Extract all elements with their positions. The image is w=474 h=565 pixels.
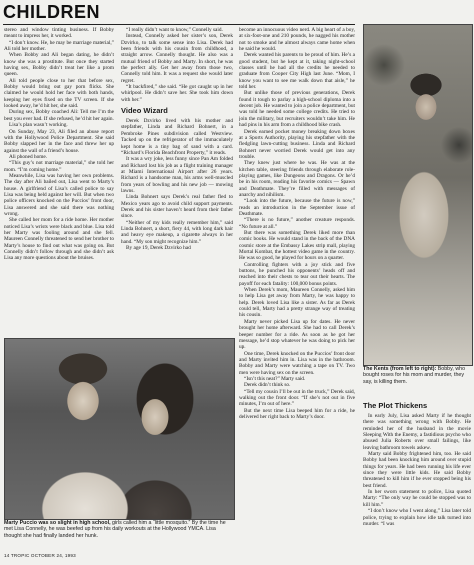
paragraph: On Sunday, May 23, Ali filed an abuse report with the Hollywood Police Department. She said Bobby slapped her in the face and threw her up against the wall of a friend’s house.	[4, 128, 114, 154]
paragraph: “This guy’s not marriage material,” she told her mom. “I’m coming home.”	[4, 160, 114, 173]
caption-lead: The Kents (from left to right):	[363, 366, 437, 372]
paragraph: Ali phoned home.	[9, 153, 48, 160]
subhead-video-wizard: Video Wizard	[121, 106, 168, 116]
caption-text: Bobby, who bought roses for his mom and murder, they say, is killing them.	[363, 366, 466, 385]
article-column-3	[239, 27, 355, 559]
paragraph: “I don’t know who I went along,” Lisa later told police, trying to explain how idle talk turned into murder. “I was	[363, 508, 471, 527]
paragraph: “I really didn’t want to know,” Connelly said.	[126, 27, 223, 33]
paragraph: When Derek’s mom, Maureen Connelly, asked him to help Lisa get away from Marty, he was happy to help. Derek loved Lisa like a sister. As far as Derek could tell, Marty had a pretty strange way of treating his cousin.	[239, 287, 355, 319]
paragraph: “I don’t know. He, he may be marriage material,” Ali told her mother.	[4, 39, 114, 53]
paragraph: Lisa’s plan wasn’t working.	[9, 122, 68, 129]
article-column-4	[363, 398, 471, 546]
paragraph: become an innocuous video nerd. A big heart of a boy, at six-foot-one and 210 pounds, he nagged his mother not to smoke and he almost always came home when he said he would.	[239, 27, 355, 53]
paragraph: When Bobby and Ali began dating, he didn’t know she was a prostitute. But once they started having sex, Bobby didn’t treat her like a prom queen.	[4, 52, 114, 78]
paragraph: During sex, Bobby coached Ali: Tell me I’m the best you ever had. If she refused, he’d hit her again.	[4, 109, 114, 122]
paragraph: “There is no future,” another creature responds. “No future at all.”	[239, 217, 355, 230]
paragraph: “Look into the future, because the future is now,” reads an introduction in the September issue of Deathmate.	[239, 198, 355, 217]
paragraph: “It backfired,” she said. “He got caught up in her whirlpool. He didn’t save her. She took him down with her.”	[121, 84, 233, 103]
article-column-1	[4, 27, 114, 337]
paragraph: But unlike those of previous generations, Derek found it tough to parlay a high-school diploma into a decent job. He wanted to join a police department, but was told he needed some college credits. He tried to join the military, but recruiters wouldn’t take him. He had pins in his arm from a childhood bike crash.	[239, 90, 355, 129]
paragraph: stereo and window tinting business. If Bobby meant to impress her, it worked.	[4, 27, 114, 40]
caption-lead: Marty Puccio was so slight in high school,	[4, 520, 111, 526]
paragraph: Derek Dzvirko lived with his mother and stepfather, Linda and Richard Bohnert, in a Pembroke Pines subdivision called Westview. Tacked up on the refrigerator of the immaculately kept home is a tiny bag of sand with a card. “Richard’s Florida Beachfront Property,” it reads.	[121, 118, 233, 156]
paragraph: Marty said Bobby frightened him, too. He said Bobby had been knocking him around over stupid things for years. He had been running his life ever since they were little kids. He said Bobby threatened to kill him if he ever stopped being his best friend.	[363, 451, 471, 489]
photo-marty-and-lisa	[4, 338, 235, 520]
paragraph: Linda Bohnert says Derek’s real father fled to Mexico years ago to avoid child support payments. Derek and his sister haven’t heard from their father since.	[121, 194, 233, 220]
paragraph: But there was something Derek liked more than comic books. He would stand in the back of the DNA cosmic store at the Embassy Lakes strip mall, playing Mortal Kombat, the hottest video game in the country. He was so good, he played for hours on a quarter.	[239, 230, 355, 262]
paragraph: “Tell my cousin I’ll be out in the truck,” Derek said, walking out the front door. “If she’s not out in five minutes, I’m out of here.”	[239, 388, 355, 408]
column-2-bottom	[121, 118, 233, 251]
paragraph: But the next time Lisa beeped him for a ride, he delivered her right back to Marty’s door.	[239, 407, 355, 420]
paragraph: “Neither of my kids really remember him,” said Linda Bohnert, a short, fiery 44, with long dark hair and heavy eye makeup, a cigarette always in her hand. “My son might recognize him.”	[121, 219, 233, 245]
section-title: CHILDREN	[3, 2, 100, 22]
column-2-top	[121, 27, 233, 103]
photo-the-kents	[363, 24, 473, 366]
article-column-2	[121, 27, 233, 337]
paragraph: She called her mom for a ride home. Her mother noticed Lisa’s wrists were black and blue. Lisa told her Marty was fooling around and she fell. Maureen Connelly threatened to send her brother to Marty’s house to find out what was going on. But Connelly didn’t follow through and she didn’t ask Lisa any more questions about the bruises.	[4, 217, 114, 262]
paragraph: By age 19, Derek Dzvirko had	[126, 245, 191, 251]
caption-photo-marty-lisa	[4, 520, 233, 539]
caption-text: girls called him a “little mosquito.” By the time he met Lisa Connelly, he was beefed up from his daily workouts at the Hollywood YMCA. Lisa thought she had finally landed her hunk.	[4, 520, 226, 539]
paragraph: Derek didn’t think so.	[244, 382, 291, 389]
paragraph: In her sworn statement to police, Lisa quoted Marty: “The only way he could be stopped was to kill him.”	[363, 489, 471, 508]
paragraph: Meanwhile, Lisa was having her own problems. The day after Ali bailed out, Lisa went to Marty’s house. A girlfriend of Lisa’s called police to say Lisa was being held against her will. But when two police officers knocked on the Puccios’ front door, Lisa answered and she said there was nothing wrong.	[4, 172, 114, 217]
paragraph: Controlling fighters with a joy stick and five buttons, he punched his opponents’ heads off and reached into their chests to tear out their hearts. The payoff for each fatality: 100,000 bonus points.	[239, 261, 355, 287]
paragraph: Derek wanted his parents to be proud of him. He’s a good student, but he kept at it, taking night-school classes until he had all the credits he needed to graduate from Cooper City High last June. “Mom, I know you want to see me walk down that aisle,” he told her.	[239, 52, 355, 91]
paragraph: They knew just where he was. He was at the kitchen table, steering friends through elaborate role-playing games, like Dungeons and Dragons. Or he’d be in his room, reading his favorite comics — Spawn and Deathmate. They’re filled with messages of anarchy and nihilism.	[239, 160, 355, 198]
paragraph: In early July, Lisa asked Marty if he thought there was something wrong with Bobby. He reminded her of the husband in the movie Sleeping With the Enemy, a fastidious psycho who abused Julia Roberts over small failings, like leaving bathroom towels askew.	[363, 413, 471, 451]
paragraph: It was a wry joke, less funny since Pan Am folded and Richard lost his job as a flight training manager at Miami International Airport after 26 years. Richard is a handsome man, his arms well-muscled from years of bowling and his new job — mowing lawns.	[121, 156, 233, 194]
paragraph: Derek earned pocket money breaking down boxes at a Sports Authority, playing his stepfather with the fledgling lawn-cutting business. Linda and Richard Bohnert never worried Derek would get into any trouble.	[239, 128, 355, 160]
header-rule	[3, 24, 355, 25]
paragraph: Instead, Connelly asked her sister’s son, Derek Dzvirko, to talk some sense into Lisa. Derek had been friends with his cousin from childhood, a straight arrow. Connelly thought. He also was a mutual friend of Bobby and Marty. In short, he was the perfect ally. Get her away from those two, Connelly told him. It was a request she would later regret.	[121, 33, 233, 84]
paragraph: Ali told people close to her that before sex, Bobby would bring out gay porn flicks. She claimed he would hold her face with both hands, keeping her eyes fixed on the TV screen. If she looked away, he’d hit her, she said.	[4, 77, 114, 110]
caption-photo-kents	[363, 366, 471, 385]
column-4-body	[363, 413, 471, 527]
paragraph: Marty never picked Lisa up for dates. He never brought her home afterward. She had to call Derek’s beeper number for a ride. As soon as he got her message, he’d stop whatever he was doing to pick her up.	[239, 318, 355, 351]
page-folio: 14 TROPIC OCTOBER 24, 1993	[4, 553, 76, 558]
paragraph: One time, Derek knocked on the Puccios’ front door and Marty invited him in. Lisa was in the bathroom. Bobby and Marty were watching a tape on TV. Two men were having sex on the screen.	[239, 350, 355, 376]
subhead-plot-thickens: The Plot Thickens	[363, 401, 428, 410]
paragraph: “Isn’t this neat?” Marty said.	[244, 375, 306, 382]
